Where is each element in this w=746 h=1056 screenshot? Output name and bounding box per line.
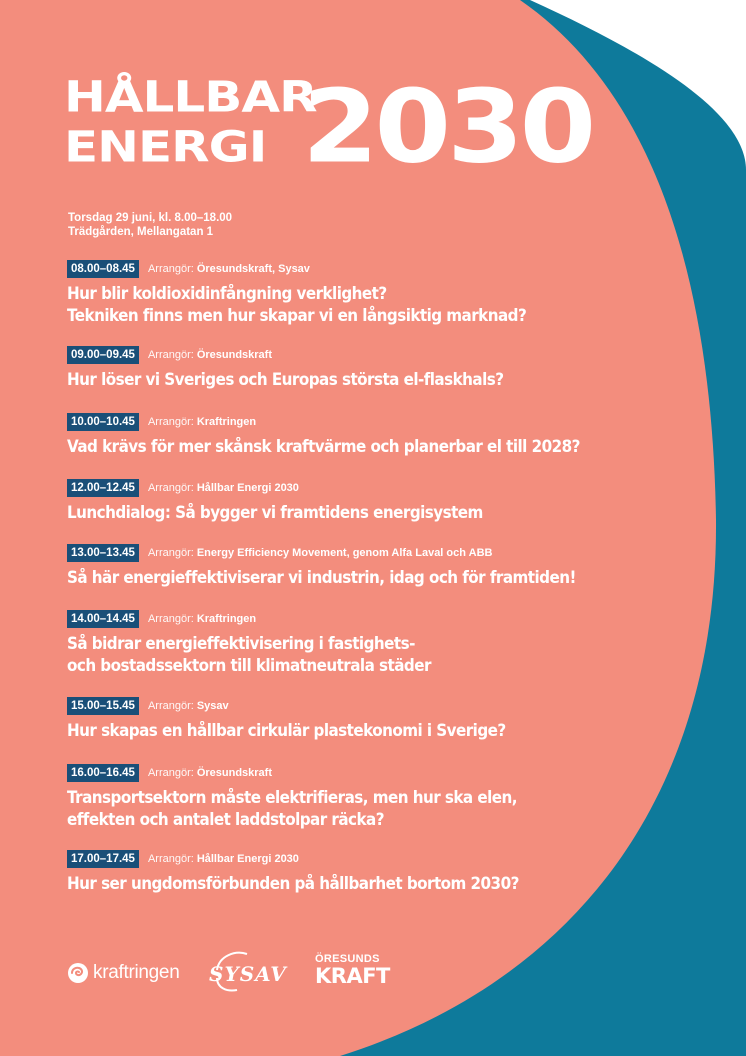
oresundskraft-line-1: ÖRESUNDS — [315, 953, 380, 965]
logo-line-1: HÅLLBAR — [64, 72, 317, 122]
session-title: Lunchdialog: Så bygger vi framtidens energisystem — [67, 503, 483, 522]
organizer-label: Arrangör: — [147, 349, 194, 361]
session-title: Hur skapas en hållbar cirkulär plastekonomi i Sverige? — [67, 721, 506, 740]
session-time-badge: 09.00–09.45 — [67, 346, 139, 364]
organizer-label: Arrangör: — [147, 700, 194, 712]
sysav-logo — [207, 948, 302, 992]
kraftringen-text: kraftringen — [93, 962, 180, 983]
organizer-name: Öresundskraft, Sysav — [196, 263, 310, 275]
organizer-label: Arrangör: — [147, 853, 194, 865]
event-logo — [64, 67, 593, 186]
organizer-name: Öresundskraft — [196, 767, 273, 779]
session-time-badge: 13.00–13.45 — [67, 544, 139, 562]
session-time-badge: 15.00–15.45 — [67, 697, 139, 715]
organizer-name: Öresundskraft — [196, 349, 273, 361]
organizer-name: Sysav — [196, 700, 229, 712]
session-title: Hur ser ungdomsförbunden på hållbarhet bortom 2030? — [67, 874, 519, 893]
session-item — [67, 346, 541, 391]
logo-year: 2030 — [302, 67, 593, 186]
logo-line-2: ENERGI — [64, 122, 267, 172]
session-item — [67, 544, 620, 589]
organizer-name: Hållbar Energi 2030 — [196, 482, 299, 494]
organizer-label: Arrangör: — [147, 767, 194, 779]
session-item — [67, 479, 519, 524]
session-time-badge: 12.00–12.45 — [67, 479, 139, 497]
session-time-badge: 16.00–16.45 — [67, 764, 139, 782]
session-item — [67, 413, 624, 458]
session-title: Vad krävs för mer skånsk kraftvärme och planerbar el till 2028? — [67, 437, 580, 456]
organizer-name: Energy Efficiency Movement, genom Alfa Laval och ABB — [196, 547, 493, 559]
session-item — [67, 610, 463, 677]
event-info — [68, 211, 232, 239]
organizer-name: Hållbar Energi 2030 — [196, 853, 299, 865]
session-time-badge: 14.00–14.45 — [67, 610, 139, 628]
event-date: Torsdag 29 juni, kl. 8.00–18.00 — [68, 212, 233, 224]
organizer-label: Arrangör: — [147, 613, 194, 625]
kraftringen-swirl-icon — [67, 962, 89, 984]
session-time-badge: 08.00–08.45 — [67, 260, 139, 278]
session-item — [67, 764, 556, 831]
session-title: Transportsektorn måste elektrifieras, men hur ska elen, effekten och antalet laddstolpar räcka? — [67, 788, 517, 829]
session-item — [67, 850, 558, 895]
session-title: Så bidrar energieffektivisering i fastighets- och bostadssektorn till klimatneutrala städer — [67, 634, 431, 675]
oresundskraft-logo — [315, 954, 390, 987]
partner-logos — [67, 948, 407, 992]
session-item — [67, 697, 544, 742]
session-item — [67, 260, 566, 327]
organizer-name: Kraftringen — [196, 416, 257, 428]
organizer-label: Arrangör: — [147, 416, 194, 428]
organizer-label: Arrangör: — [147, 547, 194, 559]
session-title: Hur löser vi Sveriges och Europas största el-flaskhals? — [67, 370, 504, 389]
organizer-label: Arrangör: — [147, 263, 194, 275]
kraftringen-logo — [67, 962, 179, 984]
oresundskraft-line-2: KRAFT — [315, 964, 390, 988]
organizer-name: Kraftringen — [196, 613, 257, 625]
sysav-text: SYSAV — [209, 962, 287, 986]
session-time-badge: 10.00–10.45 — [67, 413, 139, 431]
session-title: Hur blir koldioxidinfångning verklighet? Tekniken finns men hur skapar vi en långsiktig marknad? — [67, 284, 527, 325]
event-venue: Trädgården, Mellangatan 1 — [68, 226, 214, 238]
session-title: Så här energieffektiviserar vi industrin, idag och för framtiden! — [67, 568, 576, 587]
session-time-badge: 17.00–17.45 — [67, 850, 139, 868]
organizer-label: Arrangör: — [147, 482, 194, 494]
